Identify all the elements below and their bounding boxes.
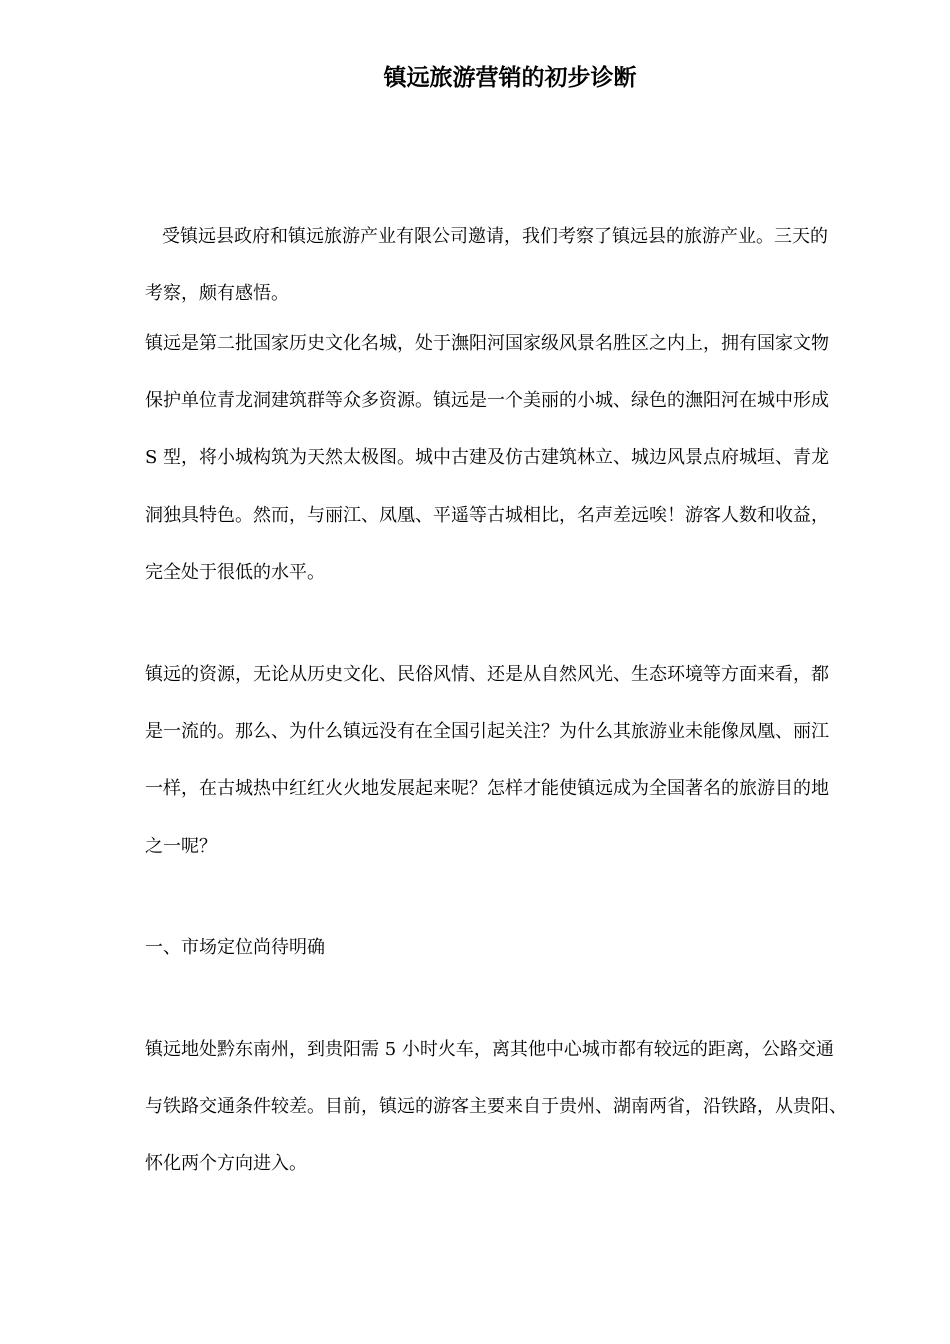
document-title: 镇远旅游营销的初步诊断	[383, 64, 637, 91]
paragraph-4-line-3: 怀化两个方向进入。	[145, 1153, 307, 1174]
paragraph-3-line-1: 镇远的资源，无论从历史文化、民俗风情、还是从自然风光、生态环境等方面来看，都	[145, 664, 829, 685]
paragraph-3-line-4: 之一呢？	[145, 836, 217, 857]
section-heading-1: 一、市场定位尚待明确	[145, 937, 325, 958]
paragraph-2-line-1: 镇远是第二批国家历史文化名城，处于潕阳河国家级风景名胜区之内上，拥有国家文物	[145, 333, 829, 354]
paragraph-3-line-3: 一样，在古城热中红红火火地发展起来呢？怎样才能使镇远成为全国著名的旅游目的地	[145, 778, 829, 799]
paragraph-1-line-1: 受镇远县政府和镇远旅游产业有限公司邀请，我们考察了镇远县的旅游产业。三天的	[162, 226, 828, 247]
paragraph-2-line-5: 完全处于很低的水平。	[145, 562, 325, 583]
paragraph-2-line-3: S 型，将小城构筑为天然太极图。城中古建及仿古建筑林立、城边风景点府城垣、青龙	[145, 447, 830, 468]
paragraph-2-line-4: 洞独具特色。然而，与丽江、凤凰、平遥等古城相比，名声差远唉！游客人数和收益，	[145, 505, 829, 526]
paragraph-4-line-1: 镇远地处黔东南州，到贵阳需 5 小时火车，离其他中心城市都有较远的距离，公路交通	[145, 1039, 834, 1060]
paragraph-3-line-2: 是一流的。那么、为什么镇远没有在全国引起关注？为什么其旅游业未能像凤凰、丽江	[145, 721, 829, 742]
paragraph-4-line-2: 与铁路交通条件较差。目前，镇远的游客主要来自于贵州、湖南两省，沿铁路，从贵阳、	[145, 1096, 847, 1117]
paragraph-1-line-2: 考察，颇有感悟。	[145, 283, 289, 304]
paragraph-2-line-2: 保护单位青龙洞建筑群等众多资源。镇远是一个美丽的小城、绿色的潕阳河在城中形成	[145, 390, 829, 411]
